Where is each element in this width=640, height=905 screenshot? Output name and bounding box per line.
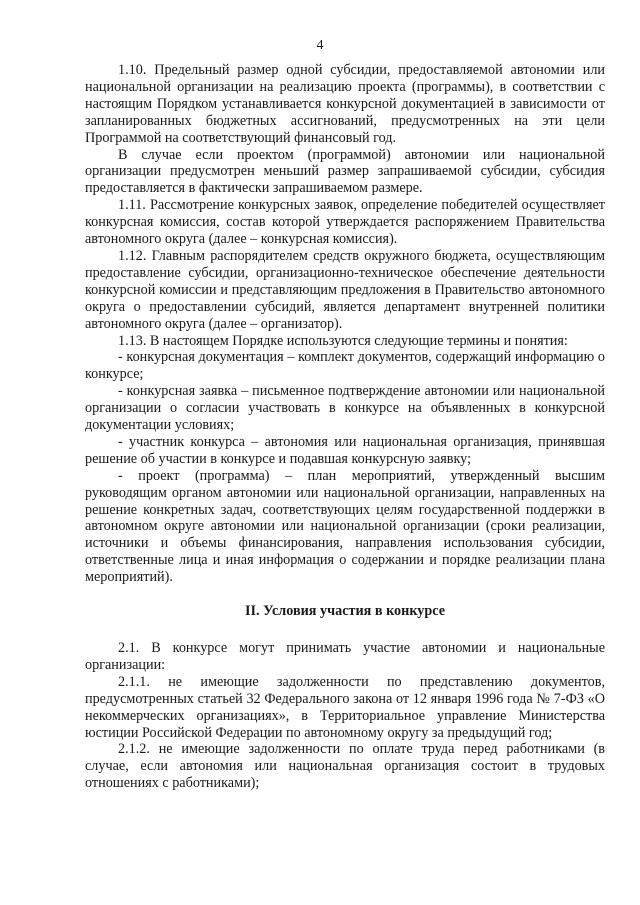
paragraph-1-10: 1.10. Предельный размер одной субсидии, предоставляемой автономии или национальной организации на реализацию проекта (программы), в соответствии с настоящим Порядком устанавливается конкурсной документацией в зависимости от запланированных бюджетных ассигнований, предусмотренных на эти цели Программой на соответствующий финансовый год. xyxy=(85,62,605,146)
paragraph-2-1-1: 2.1.1. не имеющие задолженности по представлению документов, предусмотренных статьей 32 Федерального закона от 12 января 1996 года № 7-ФЗ «О некоммерческих организациях», в Территориальное управление Министерства юстиции Российской Федерации по автономному округу за предыдущий год; xyxy=(85,673,605,741)
section-heading: II. Условия участия в конкурсе xyxy=(244,603,446,620)
paragraph-1-10-cont: В случае если проектом (программой) автономии или национальной организации предусмотрен меньший размер запрашиваемой субсидии, субсидия предоставляется в фактически запрашиваемом размере. xyxy=(85,146,605,197)
term-project-program: - проект (программа) – план мероприятий, утвержденный высшим руководящим органом автономии или национальной организации, направленных на решение конкретных задач, соответствующих целям государственной поддержки в автономном округе автономии или национальной организации (сроки реализации, источники и объемы финансирования, направления использования субсидии, ответственные лица и иная информация о содержании и порядке реализации плана мероприятий). xyxy=(85,467,605,586)
page-number: 4 xyxy=(316,38,324,53)
paragraph-2-1-2: 2.1.2. не имеющие задолженности по оплате труда перед работниками (в случае, если автономия или национальная организация состоит в трудовых отношениях с работниками); xyxy=(85,741,605,792)
paragraph-2-1: 2.1. В конкурсе могут принимать участие автономии и национальные организации: xyxy=(85,640,605,673)
term-competition-documentation: - конкурсная документация – комплект документов, содержащий информацию о конкурсе; xyxy=(85,349,605,383)
term-competition-participant: - участник конкурса – автономия или национальная организация, принявшая решение об участии в конкурсе и подавшая конкурсную заявку; xyxy=(85,433,605,467)
term-competition-application: - конкурсная заявка – письменное подтверждение автономии или национальной организации о согласии участвовать в конкурсе на объявленных в конкурсной документации условиях; xyxy=(85,383,605,434)
paragraph-1-12: 1.12. Главным распорядителем средств окружного бюджета, осуществляющим предоставление субсидии, организационно-техническое обеспечение деятельности конкурсной комиссии и представляющим предложения в Правительство автономного округа о предоставлении субсидий, является департамент внутренней политики автономного округа (далее – организатор). xyxy=(85,247,605,332)
paragraph-1-13: 1.13. В настоящем Порядке используются следующие термины и понятия: xyxy=(118,332,568,349)
paragraph-1-11: 1.11. Рассмотрение конкурсных заявок, определение победителей осуществляет конкурсная комиссия, состав которой утверждается распоряжением Правительства автономного округа (далее – конкурсная комиссия). xyxy=(85,197,605,248)
document-body xyxy=(85,62,605,792)
